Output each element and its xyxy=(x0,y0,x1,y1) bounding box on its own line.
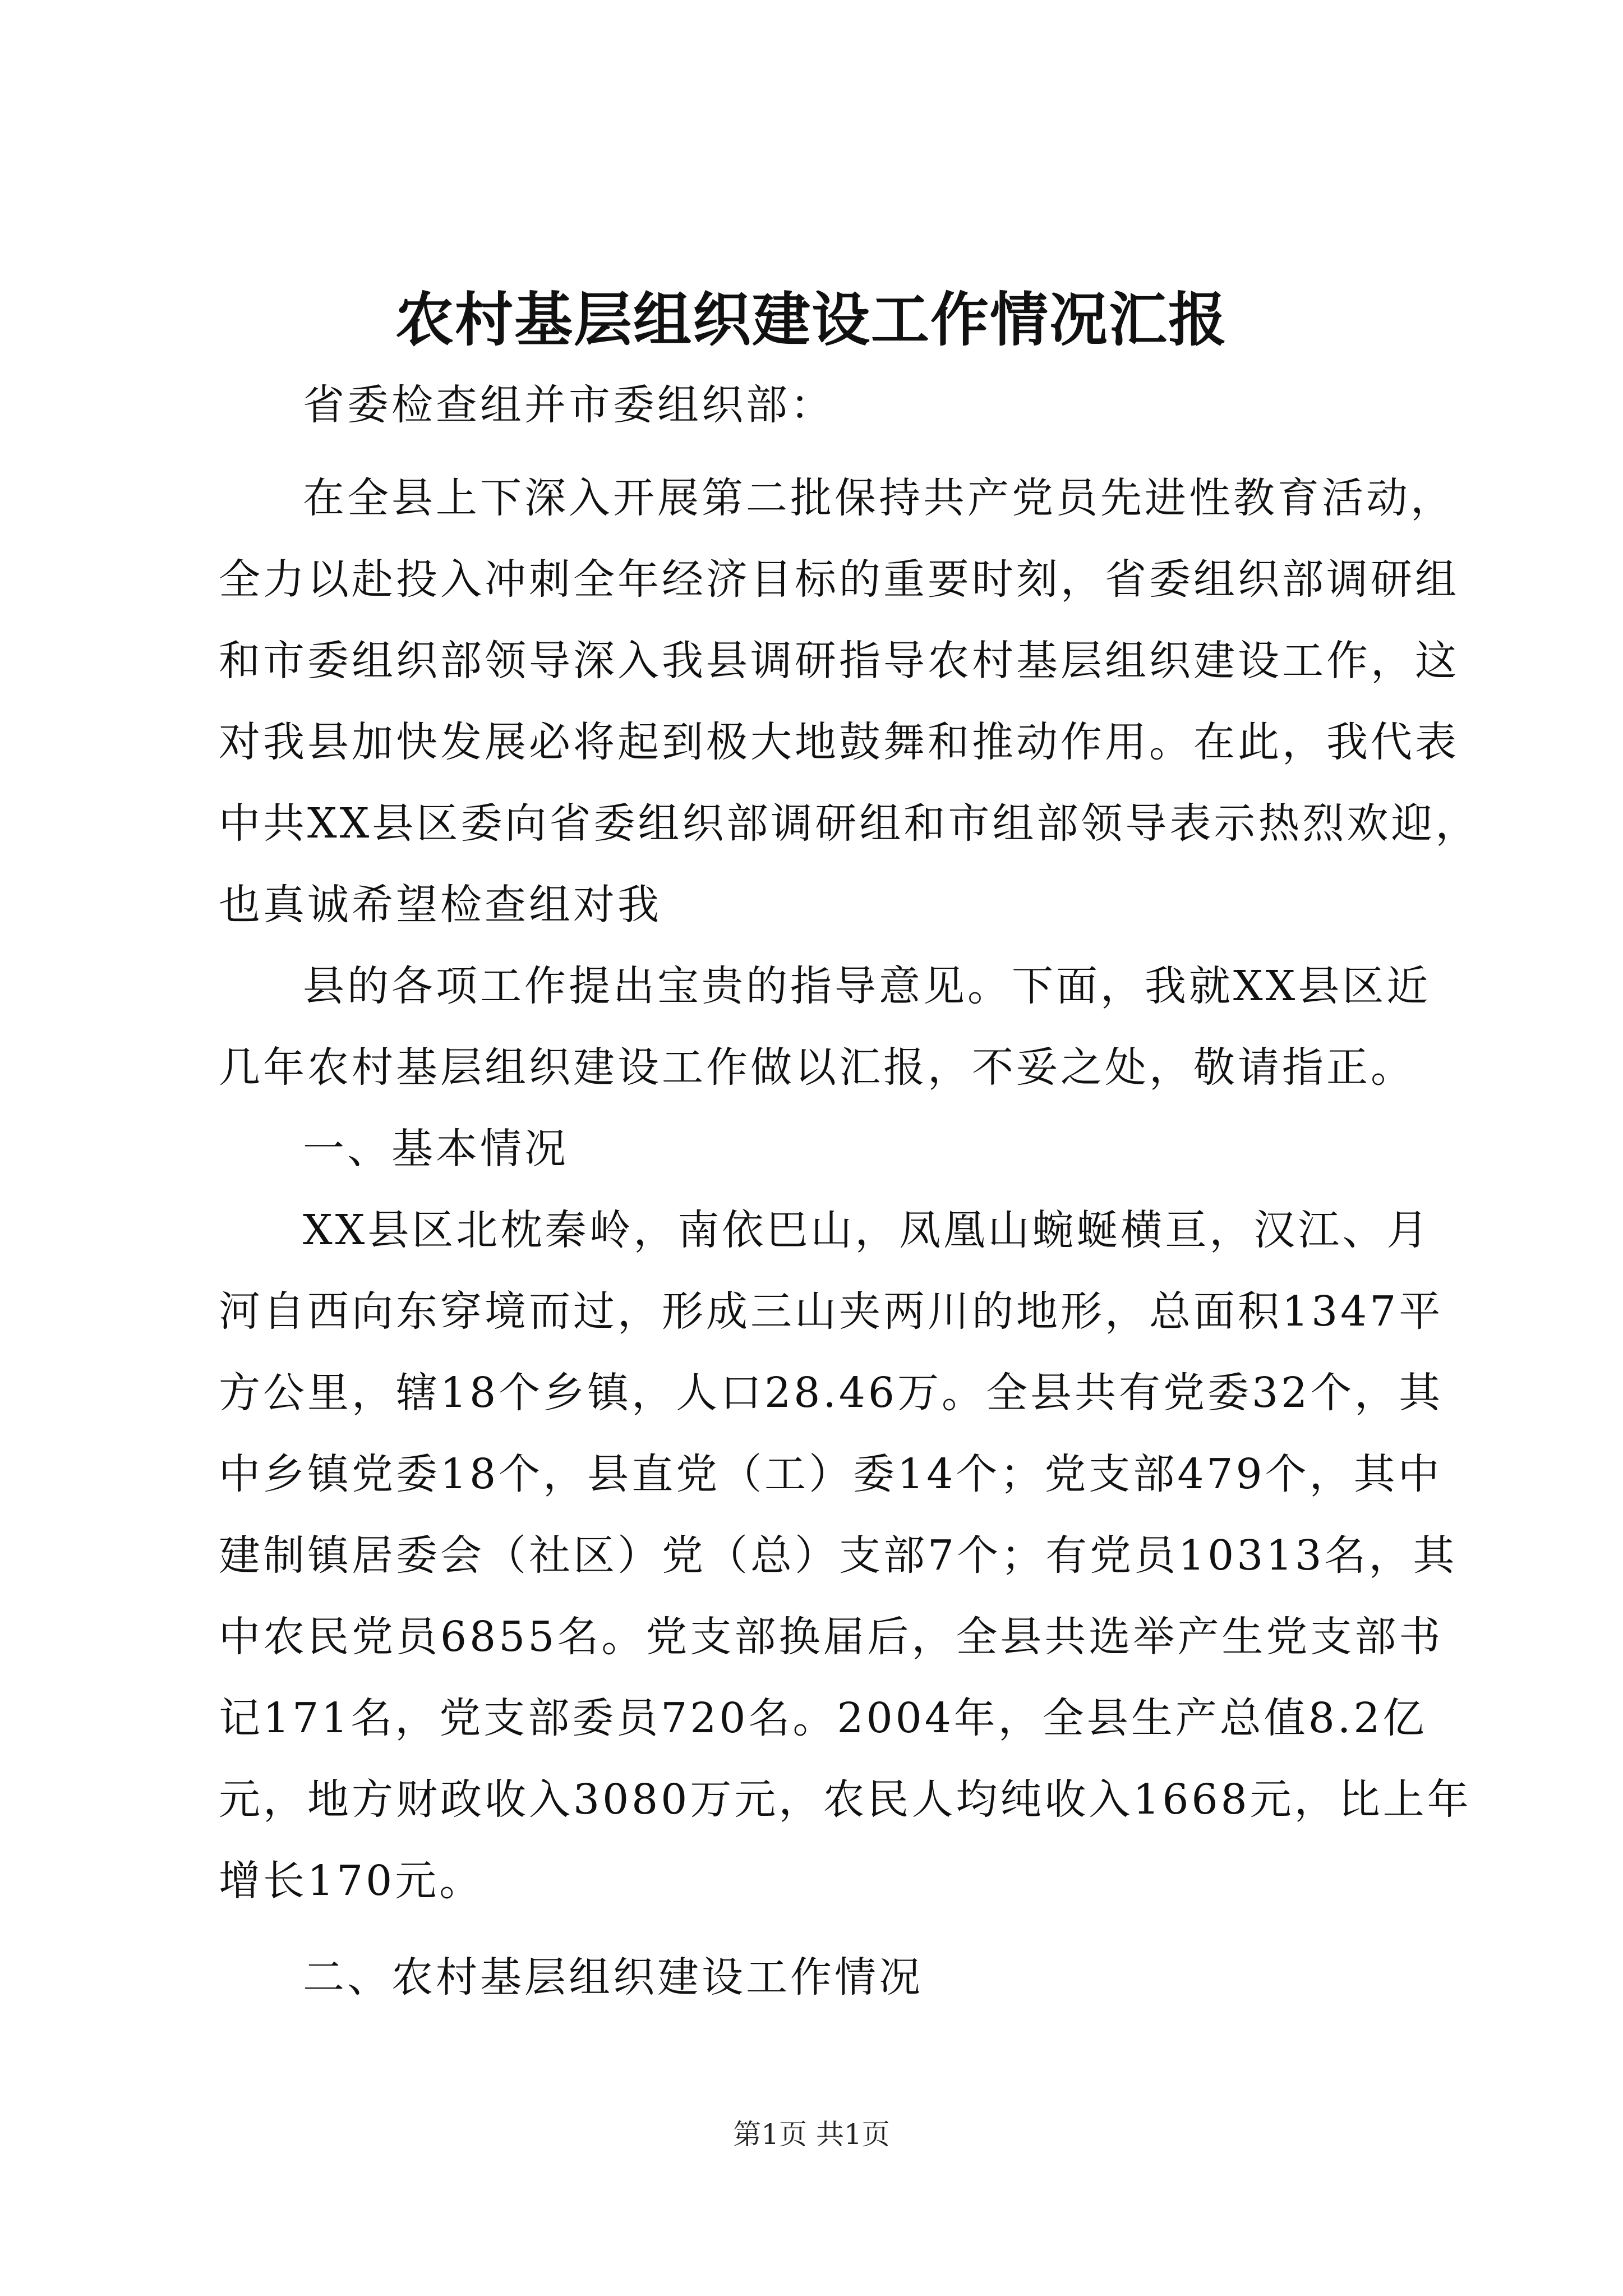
page-number-footer: 第1页 共1页 xyxy=(733,2118,890,2151)
paragraph-line: 记171名，党支部委员720名。2004年，全县生产总值8.2亿 xyxy=(219,1694,1427,1742)
paragraph-line: 和市委组织部领导深入我县调研指导农村基层组织建设工作，这 xyxy=(219,637,1459,685)
paragraph-line: 中共XX县区委向省委组织部调研组和市组部领导表示热烈欢迎， xyxy=(219,799,1480,848)
document-title: 农村基层组织建设工作情况汇报 xyxy=(395,285,1228,354)
section-heading: 二、农村基层组织建设工作情况 xyxy=(303,1953,923,2001)
paragraph-line: 几年农村基层组织建设工作做以汇报，不妥之处，敬请指正。 xyxy=(219,1043,1415,1092)
paragraph-line: 对我县加快发展必将起到极大地鼓舞和推动作用。在此，我代表 xyxy=(219,718,1459,766)
paragraph-line: XX县区北枕秦岭，南依巴山，凤凰山蜿蜒横亘，汉江、月 xyxy=(303,1206,1431,1254)
paragraph-line: 元，地方财政收入3080万元，农民人均纯收入1668元，比上年 xyxy=(219,1775,1472,1824)
paragraph-line: 全力以赴投入冲刺全年经济目标的重要时刻，省委组织部调研组 xyxy=(219,555,1459,604)
salutation-line: 省委检查组并市委组织部： xyxy=(303,381,834,429)
paragraph-line: 建制镇居委会（社区）党（总）支部7个；有党员10313名，其 xyxy=(219,1531,1458,1580)
paragraph-line: 也真诚希望检查组对我 xyxy=(219,881,662,929)
section-heading: 一、基本情况 xyxy=(303,1125,569,1173)
paragraph-line: 方公里，辖18个乡镇，人口28.46万。全县共有党委32个，其 xyxy=(219,1369,1444,1417)
paragraph-line: 增长170元。 xyxy=(219,1857,484,1905)
paragraph-line: 县的各项工作提出宝贵的指导意见。下面，我就XX县区近 xyxy=(303,962,1431,1010)
paragraph-line: 中农民党员6855名。党支部换届后，全县共选举产生党支部书 xyxy=(219,1613,1444,1661)
paragraph-line: 河自西向东穿境而过，形成三山夹两川的地形，总面积1347平 xyxy=(219,1287,1444,1336)
paragraph-line: 在全县上下深入开展第二批保持共产党员先进性教育活动， xyxy=(303,474,1455,522)
paragraph-line: 中乡镇党委18个，县直党（工）委14个；党支部479个，其中 xyxy=(219,1450,1442,1498)
